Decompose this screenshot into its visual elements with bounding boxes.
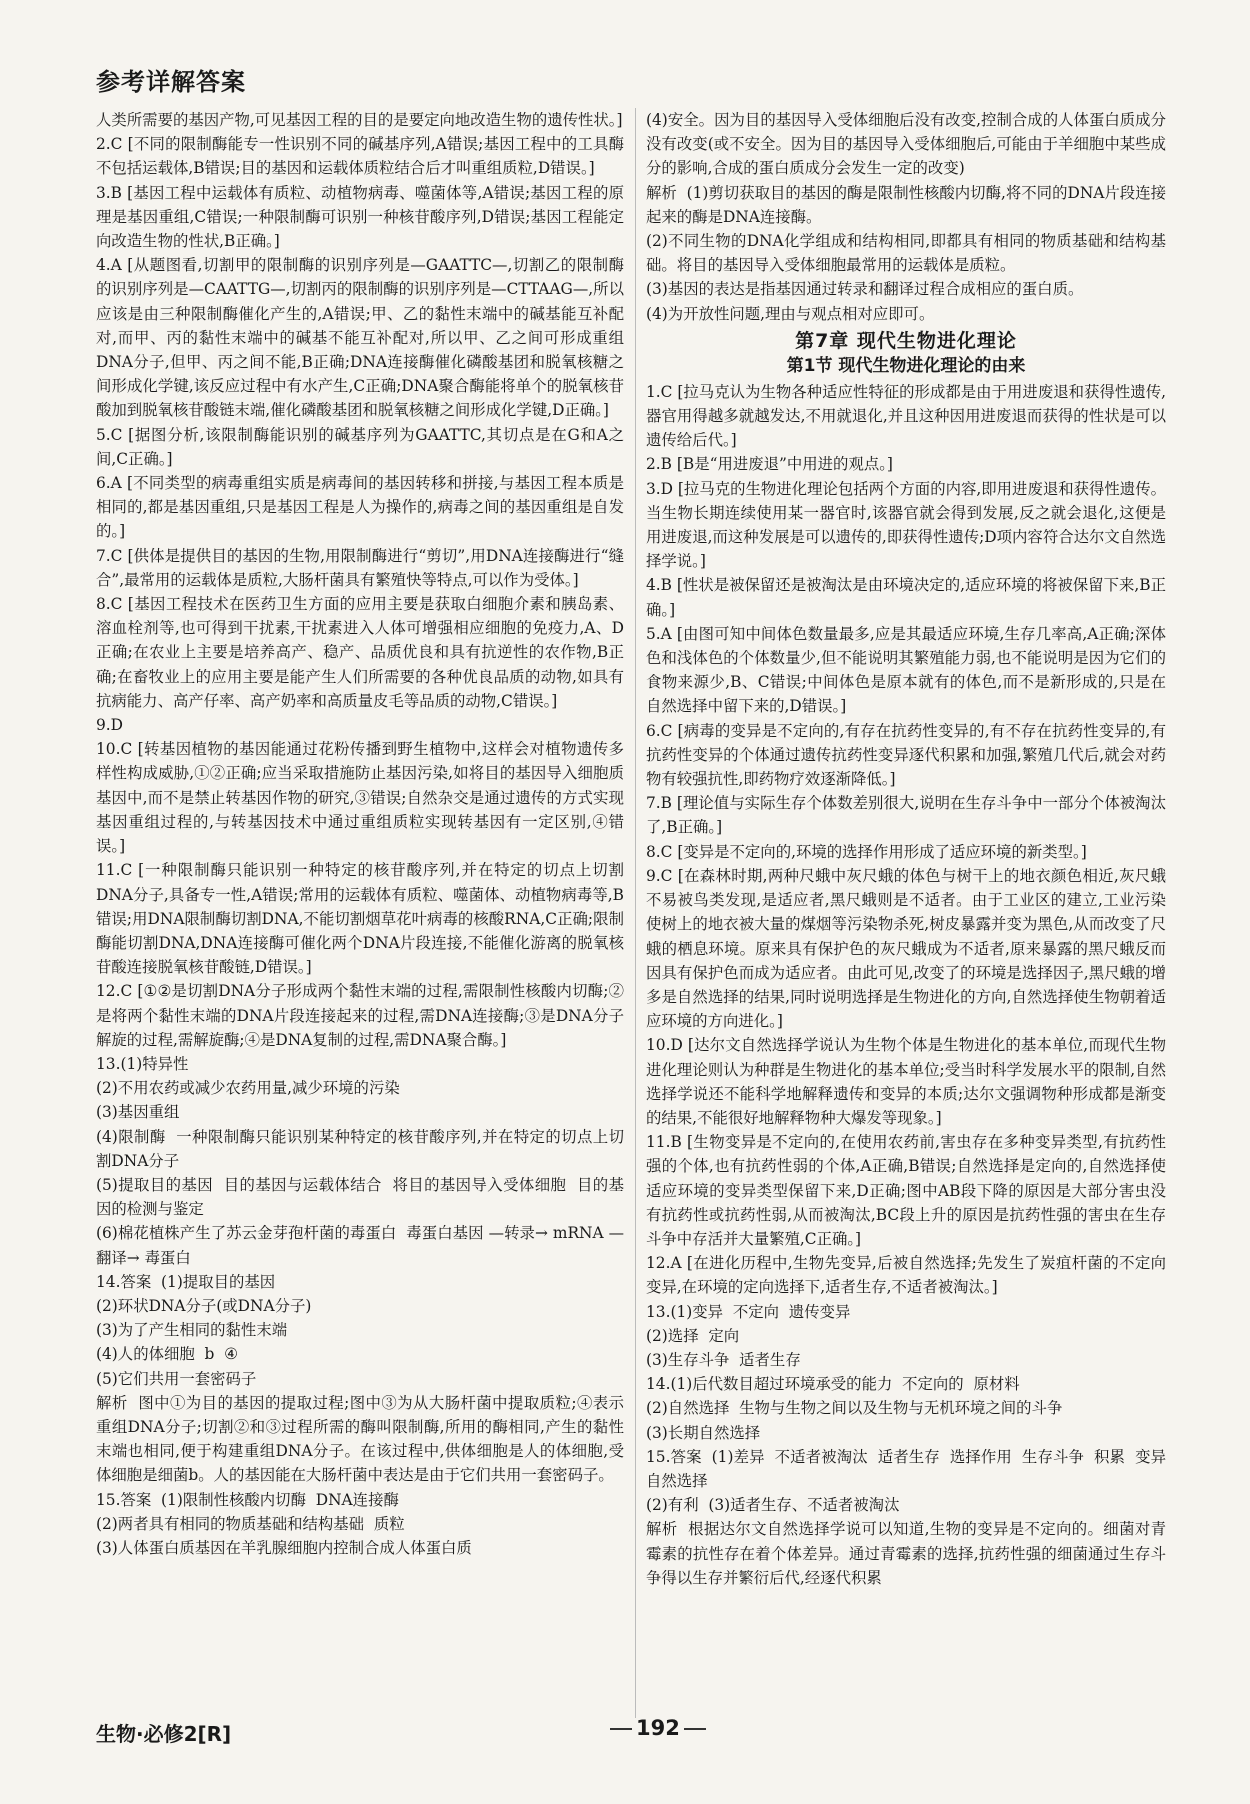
- footer-subject: 生物·必修2[R]: [96, 1722, 232, 1746]
- page-number: 192: [606, 1716, 710, 1740]
- answer-paragraph: (2)自然选择 生物与生物之间以及生物与无机环境之间的斗争: [646, 1399, 1063, 1418]
- answer-paragraph: 2.B [B是“用进废退”中用进的观点。]: [646, 455, 893, 474]
- answer-paragraph: 12.A [在进化历程中,生物先变异,后被自然选择;先发生了炭疽杆菌的不定向变异,在环境的定向选择下,适者生存,不适者被淘汰。]: [646, 1254, 1166, 1297]
- answer-paragraph: (3)人体蛋白质基因在羊乳腺细胞内控制合成人体蛋白质: [96, 1538, 472, 1557]
- answer-paragraph: 1.C [拉马克认为生物各种适应性特征的形成都是由于用进废退和获得性遗传,器官用得越多就越发达,不用就退化,并且这种因用进废退而获得的性状是可以遗传给后代。]: [646, 382, 1166, 450]
- answer-paragraph: 5.A [由图可知中间体色数量最多,应是其最适应环境,生存几率高,A正确;深体色和浅体色的个体数量少,但不能说明其繁殖能力弱,也不能说明是因为它们的食物来源少,B、C错误;中间体色是原本就有的体色,而不是新形成的,只是在自然选择中留下来的,D错误。]: [646, 624, 1166, 716]
- answer-paragraph: 4.B [性状是被保留还是被淘汰是由环境决定的,适应环境的将被保留下来,B正确。]: [646, 576, 1166, 619]
- answer-paragraph: 4.A [从题图看,切割甲的限制酶的识别序列是—GAATTC—,切割乙的限制酶的识别序列是—CAATTG—,切割丙的限制酶的识别序列是—CTTAAG—,所以应该是由三种限制酶催化产生的,A错误;甲、乙的黏性末端中的碱基能互补配对,而甲、丙的黏性末端中的碱基不能互补配对,所以甲、乙之间可形成重组DNA分子,但甲、丙之间不能,B正确;DNA连接酶催化磷酸基团和脱氧核糖之间形成化学键,该反应过程中有水产生,C正确;DNA聚合酶能将单个的脱氧核苷酸加到脱氧核苷酸链末端,催化磷酸基团和脱氧核糖之间形成化学键,D正确。]: [96, 256, 624, 420]
- answer-paragraph: 14.(1)后代数目超过环境承受的能力 不定向的 原材料: [646, 1375, 1020, 1394]
- answer-paragraph: 11.B [生物变异是不定向的,在使用农药前,害虫存在多种变异类型,有抗药性强的个体,也有抗药性弱的个体,A正确,B错误;自然选择是定向的,自然选择使适应环境的变异类型保留下来,D正确;图中AB段下降的原因是大部分害虫没有抗药性或抗药性弱,从而被淘汰,BC段上升的原因是抗药性强的害虫在生存斗争中存活并大量繁殖,C正确。]: [646, 1133, 1166, 1248]
- answer-paragraph: (3)长期自然选择: [646, 1423, 761, 1442]
- right-column-top: [646, 108, 1166, 326]
- answer-paragraph: 12.C [①②是切割DNA分子形成两个黏性末端的过程,需限制性核酸内切酶;②是将两个黏性末端的DNA片段连接起来的过程,需DNA连接酶;③是DNA分子解旋的过程,需解旋酶;④是DNA复制的过程,需DNA聚合酶。]: [96, 982, 624, 1049]
- answer-paragraph: (4)人的体细胞 b ④: [96, 1345, 238, 1364]
- right-column-bottom: [646, 380, 1176, 1590]
- page-header: 参考详解答案: [96, 68, 246, 96]
- answer-paragraph: 15.答案 (1)限制性核酸内切酶 DNA连接酶: [96, 1490, 399, 1509]
- section-title: 第1节 现代生物进化理论的由来: [786, 355, 1026, 376]
- answer-paragraph: (5)它们共用一套密码子: [96, 1369, 257, 1388]
- answer-paragraph: (4)限制酶 一种限制酶只能识别某种特定的核苷酸序列,并在特定的切点上切割DNA分子: [96, 1127, 624, 1170]
- answer-paragraph: (4)安全。因为目的基因导入受体细胞后没有改变,控制合成的人体蛋白质成分没有改变(或不安全。因为目的基因导入受体细胞后,可能由于羊细胞中某些成分的影响,合成的蛋白质成分会发生一定的改变): [646, 111, 1166, 178]
- answer-paragraph: (3)生存斗争 适者生存: [646, 1350, 801, 1369]
- answer-paragraph: (3)为了产生相同的黏性末端: [96, 1321, 288, 1340]
- answer-paragraph: 13.(1)变异 不定向 遗传变异: [646, 1302, 851, 1321]
- answer-paragraph: 10.C [转基因植物的基因能通过花粉传播到野生植物中,这样会对植物遗传多样性构成威胁,①②正确;应当采取措施防止基因污染,如将目的基因导入细胞质基因中,而不是禁止转基因作物的研究,③错误;自然杂交是通过遗传的方式实现基因重组过程的,与转基因技术中通过重组质粒实现转基因有一定区别,④错误。]: [96, 740, 624, 856]
- answer-paragraph: 9.D: [96, 716, 124, 735]
- answer-paragraph: (2)环状DNA分子(或DNA分子): [96, 1296, 312, 1315]
- answer-paragraph: 10.D [达尔文自然选择学说认为生物个体是生物进化的基本单位,而现代生物进化理论则认为种群是生物进化的基本单位;受当时科学发展水平的限制,自然选择学说还不能科学地解释遗传和变异的本质;达尔文强调物种形成都是渐变的结果,不能很好地解释物种大爆发等现象。]: [646, 1036, 1166, 1127]
- answer-paragraph: 8.C [变异是不定向的,环境的选择作用形成了适应环境的新类型。]: [646, 842, 1087, 861]
- answer-paragraph: 14.答案 (1)提取目的基因: [96, 1272, 276, 1291]
- answer-paragraph: 8.C [基因工程技术在医药卫生方面的应用主要是获取白细胞介素和胰岛素、溶血栓剂等,也可得到干扰素,干扰素进入人体可增强相应细胞的免疫力,A、D正确;在农业上主要是培养高产、稳产、品质优良和具有抗逆性的农作物,B正确;在畜牧业上的应用主要是能产生人们所需要的各种优良品质的动物,如具有抗病能力、高产仔率、高产奶率和高质量皮毛等品质的动物,C错误。]: [96, 595, 624, 710]
- answer-paragraph: 11.C [一种限制酶只能识别一种特定的核苷酸序列,并在特定的切点上切割DNA分子,具备专一性,A错误;常用的运载体有质粒、噬菌体、动植物病毒等,B错误;用DNA限制酶切割DNA,不能切割烟草花叶病毒的核酸RNA,C正确;限制酶能切割DNA,DNA连接酶可催化两个DNA片段连接,不能催化游离的脱氧核苷酸连接脱氧核苷酸链,D错误。]: [96, 861, 624, 977]
- answer-paragraph: (2)不用农药或减少农药用量,减少环境的污染: [96, 1079, 400, 1098]
- answer-paragraph: 5.C [据图分析,该限制酶能识别的碱基序列为GAATTC,其切点是在G和A之间,C正确。]: [96, 425, 624, 468]
- answer-paragraph: 7.C [供体是提供目的基因的生物,用限制酶进行“剪切”,用DNA连接酶进行“缝合”,最常用的运载体是质粒,大肠杆菌具有繁殖快等特点,可以作为受体。]: [96, 546, 624, 589]
- answer-paragraph: (2)两者具有相同的物质基础和结构基础 质粒: [96, 1514, 405, 1533]
- chapter-title: 第7章 现代生物进化理论: [795, 329, 1017, 352]
- answer-paragraph: (2)有利 (3)适者生存、不适者被淘汰: [646, 1496, 900, 1515]
- answer-paragraph: 6.C [病毒的变异是不定向的,有存在抗药性变异的,有不存在抗药性变异的,有抗药性变异的个体通过遗传抗药性变异逐代积累和加强,繁殖几代后,就会对药物有较强抗性,即药物疗效逐渐降低。]: [646, 721, 1166, 789]
- answer-paragraph: 2.C [不同的限制酶能专一性识别不同的碱基序列,A错误;基因工程中的工具酶不包括运载体,B错误;目的基因和运载体质粒结合后才叫重组质粒,D错误。]: [96, 135, 624, 178]
- answer-paragraph: 3.D [拉马克的生物进化理论包括两个方面的内容,即用进废退和获得性遗传。当生物长期连续使用某一器官时,该器官就会得到发展,反之就会退化,这便是用进废退,而这种发展是可以遗传的,即获得性遗传;D项内容符合达尔文自然选择学说。]: [646, 479, 1166, 571]
- column-divider: [635, 108, 636, 1718]
- answer-paragraph: 13.(1)特异性: [96, 1054, 189, 1073]
- answer-paragraph: 解析 (1)剪切获取目的基因的酶是限制性核酸内切酶,将不同的DNA片段连接起来的酶是DNA连接酶。: [646, 183, 1166, 226]
- answer-paragraph: 7.B [理论值与实际生存个体数差别很大,说明在生存斗争中一部分个体被淘汰了,B正确。]: [646, 794, 1166, 837]
- answer-paragraph: 人类所需要的基因产物,可见基因工程的目的是要定向地改造生物的遗传性状。]: [96, 111, 623, 129]
- answer-paragraph: (6)棉花植株产生了苏云金芽孢杆菌的毒蛋白 毒蛋白基因 —转录→ mRNA —翻译→ 毒蛋白: [96, 1224, 624, 1267]
- answer-paragraph: (2)不同生物的DNA化学组成和结构相同,即都具有相同的物质基础和结构基础。将目的基因导入受体细胞最常用的运载体是质粒。: [646, 232, 1166, 275]
- answer-paragraph: 6.A [不同类型的病毒重组实质是病毒间的基因转移和拼接,与基因工程本质是相同的,都是基因重组,只是基因工程是人为操作的,病毒之间的基因重组是自发的。]: [96, 474, 624, 541]
- right-column: [646, 108, 1176, 1590]
- answer-paragraph: (5)提取目的基因 目的基因与运载体结合 将目的基因导入受体细胞 目的基因的检测与鉴定: [96, 1175, 624, 1219]
- answer-paragraph: (3)基因的表达是指基因通过转录和翻译过程合成相应的蛋白质。: [646, 280, 1084, 299]
- answer-paragraph: (3)基因重组: [96, 1103, 180, 1122]
- answer-paragraph: (2)选择 定向: [646, 1326, 740, 1345]
- answer-paragraph: 解析 图中①为目的基因的提取过程;图中③为从大肠杆菌中提取质粒;④表示重组DNA分子;切割②和③过程所需的酶叫限制酶,所用的酶相同,产生的黏性末端也相同,便于构建重组DNA分子。在该过程中,供体细胞是人的体细胞,受体细胞是细菌b。人的基因能在大肠杆菌中表达是由于它们共用一套密码子。: [96, 1393, 624, 1485]
- answer-paragraph: 9.C [在森林时期,两种尺蛾中灰尺蛾的体色与树干上的地衣颜色相近,灰尺蛾不易被鸟类发现,是适应者,黑尺蛾则是不适者。由于工业区的建立,工业污染使树上的地衣被大量的煤烟等污染物杀死,树皮暴露并变为黑色,从而改变了尺蛾的栖息环境。原来具有保护色的灰尺蛾成为不适者,原来暴露的黑尺蛾反而因具有保护色而成为适应者。由此可见,改变了的环境是选择因子,黑尺蛾的增多是自然选择的结果,同时说明选择是生物进化的方向,自然选择使生物朝着适应环境的方向进化。]: [646, 866, 1166, 1031]
- answer-paragraph: 解析 根据达尔文自然选择学说可以知道,生物的变异是不定向的。细菌对青霉素的抗性存在着个体差异。通过青霉素的选择,抗药性强的细菌通过生存斗争得以生存并繁衍后代,经逐代积累: [646, 1520, 1166, 1587]
- answer-paragraph: 15.答案 (1)差异 不适者被淘汰 适者生存 选择作用 生存斗争 积累 变异 自然选择: [646, 1447, 1176, 1490]
- answer-paragraph: 3.B [基因工程中运载体有质粒、动植物病毒、噬菌体等,A错误;基因工程的原理是基因重组,C错误;一种限制酶可识别一种核苷酸序列,D错误;基因工程能定向改造生物的性状,B正确。]: [96, 183, 624, 251]
- answer-paragraph: (4)为开放性问题,理由与观点相对应即可。: [646, 304, 935, 323]
- left-column: [96, 108, 624, 1560]
